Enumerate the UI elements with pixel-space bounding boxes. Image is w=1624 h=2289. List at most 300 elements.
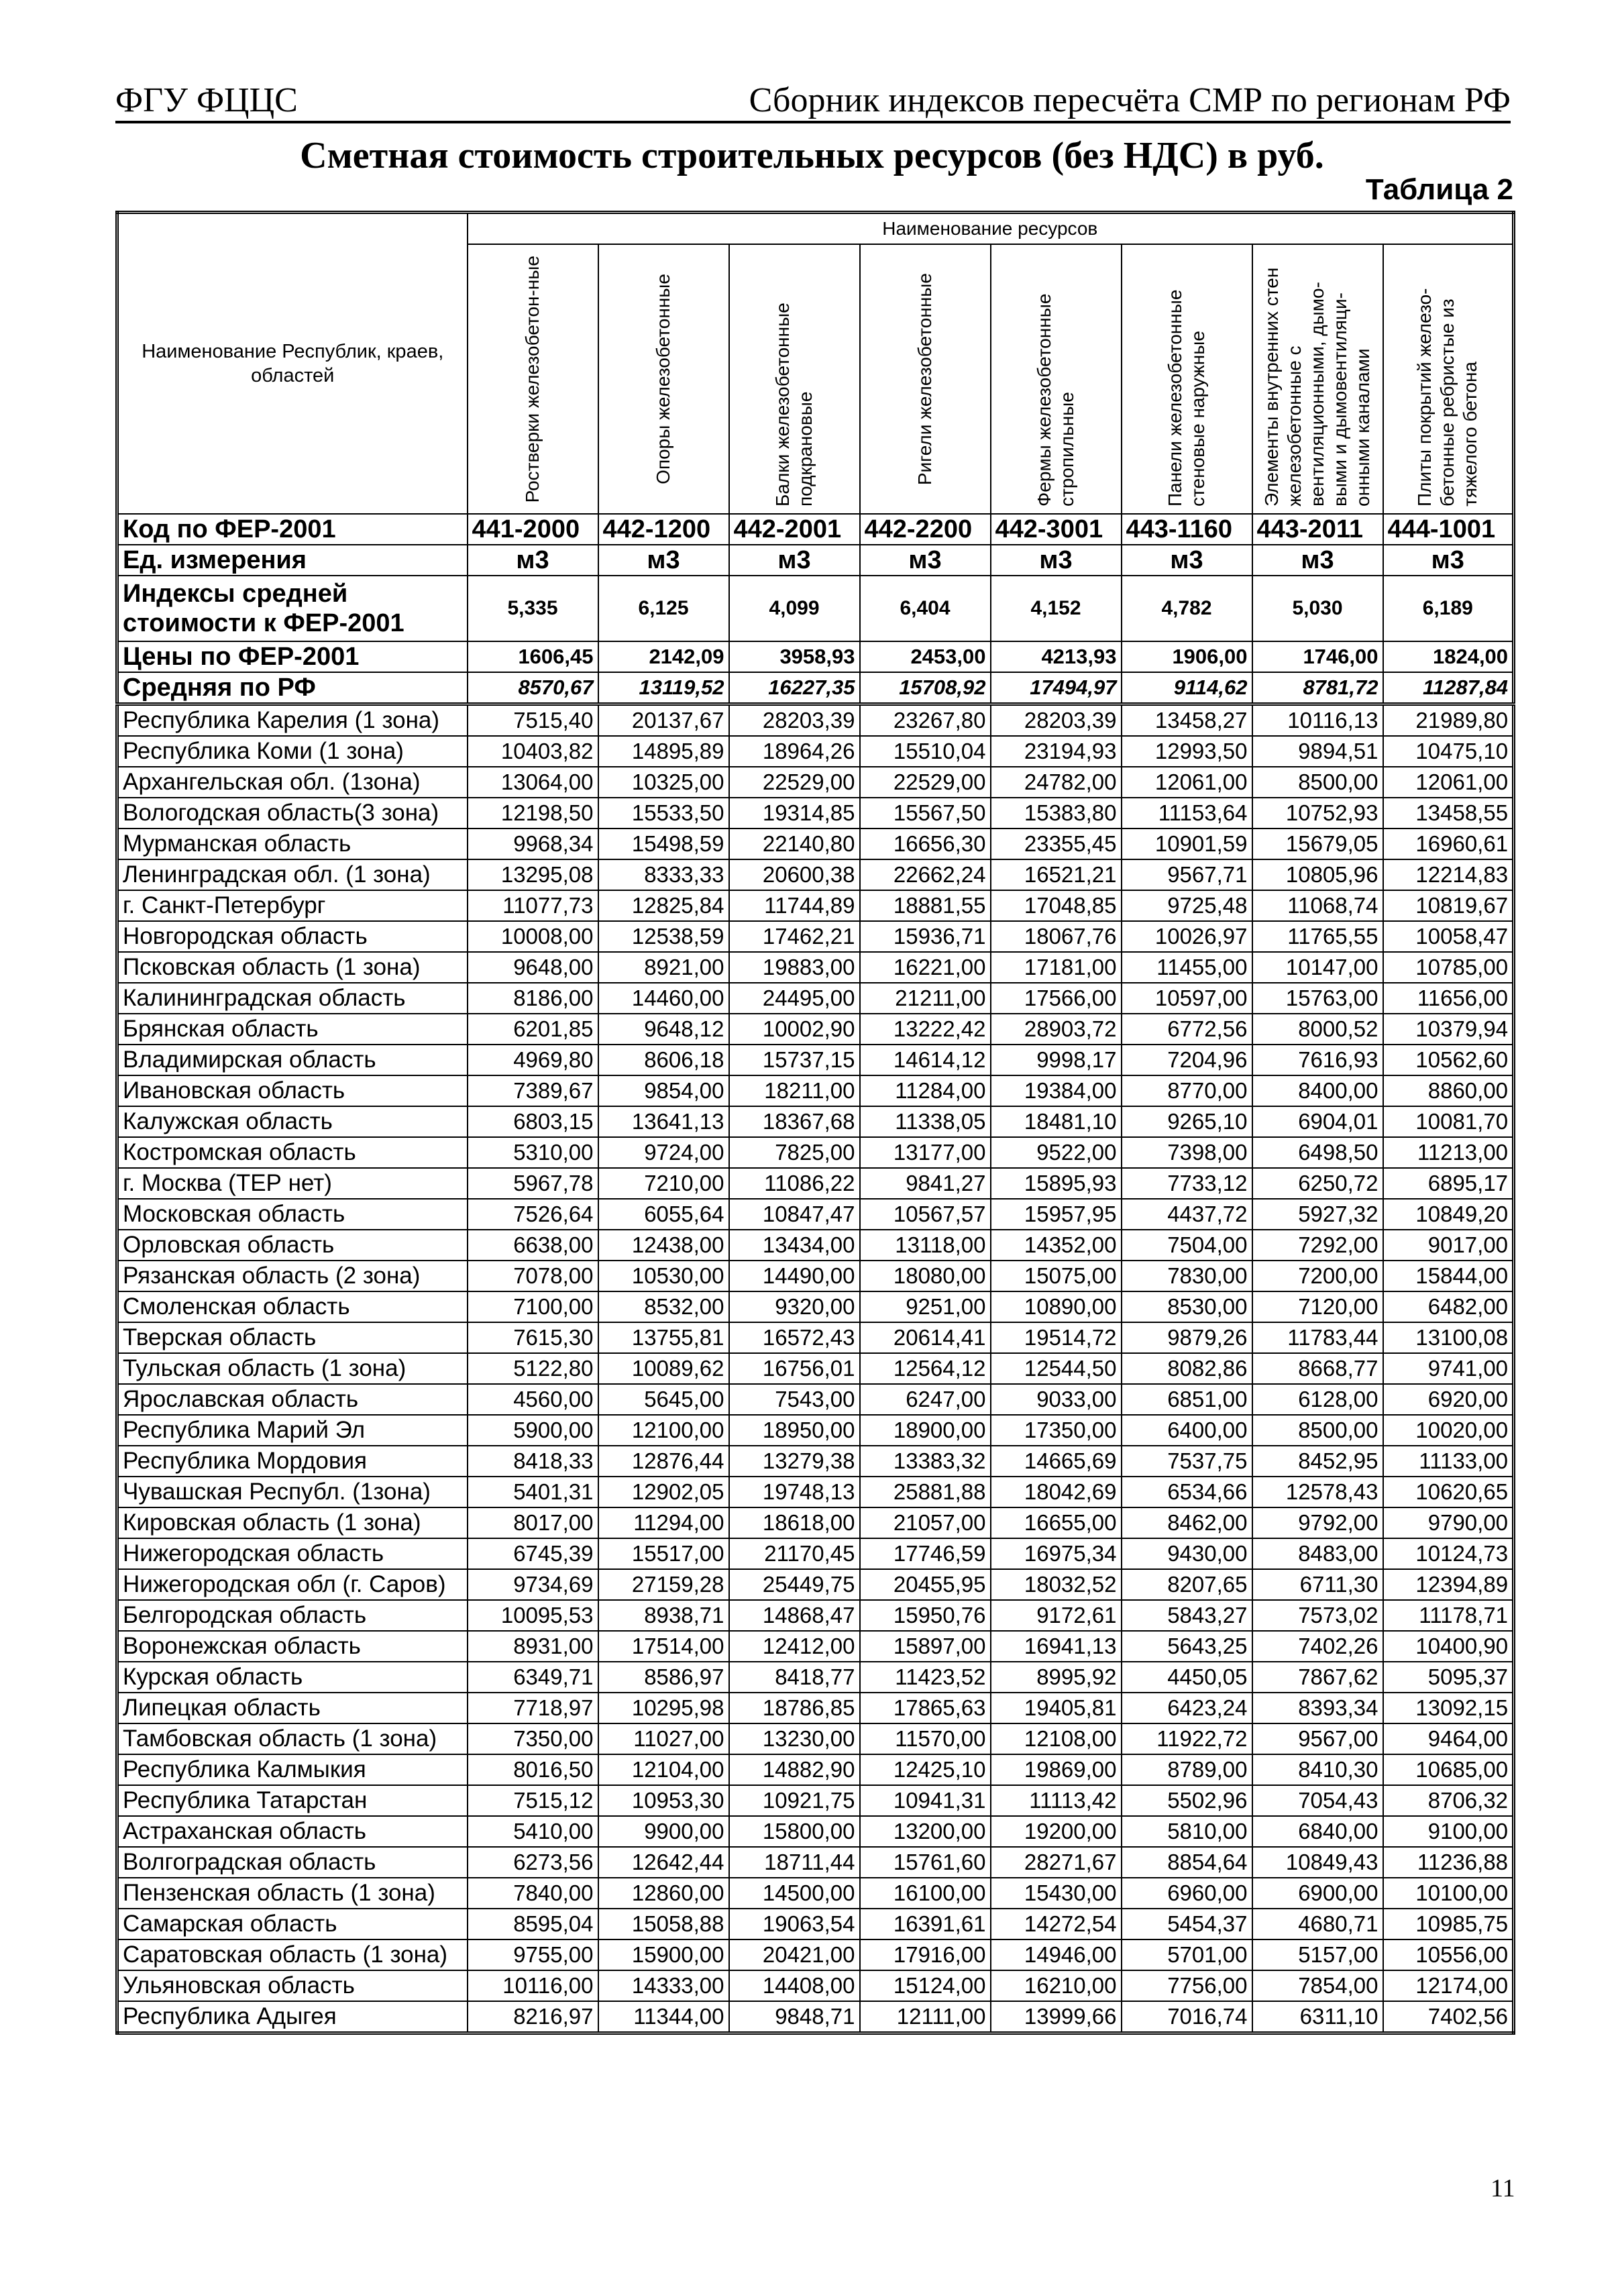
resource-column-header [1383,244,1514,514]
code-label: Код по ФЕР-2001 [117,514,468,545]
price-cell: 22662,24 [860,859,991,890]
price-cell: 15895,93 [991,1168,1122,1199]
price-cell: 13641,13 [598,1106,729,1137]
price-cell: 11765,55 [1252,921,1383,952]
price-cell: 8418,77 [729,1662,860,1693]
price-cell: 10295,98 [598,1693,729,1723]
price-cell: 12860,00 [598,1878,729,1909]
price-cell: 10819,67 [1383,890,1514,921]
price-cell: 7204,96 [1122,1045,1252,1075]
resource-group-header: Наименование ресурсов [468,213,1514,245]
region-name-cell: Псковская область (1 зона) [117,952,468,983]
fer-code-cell: 442-1200 [598,514,729,545]
price-cell: 8393,34 [1252,1693,1383,1723]
price-cell: 17048,85 [991,890,1122,921]
price-cell: 13295,08 [468,859,598,890]
price-cell: 6745,39 [468,1538,598,1569]
table-row [117,1909,1514,1939]
table-row [117,1816,1514,1847]
price-cell: 5701,00 [1122,1939,1252,1970]
price-cell: 14868,47 [729,1600,860,1631]
table-row [117,2001,1514,2033]
price-cell: 15533,50 [598,798,729,829]
price-cell: 6349,71 [468,1662,598,1693]
region-name-cell: Самарская область [117,1909,468,1939]
price-cell: 12564,12 [860,1353,991,1384]
price-cell: 12438,00 [598,1230,729,1261]
region-name-cell: Ленинградская обл. (1 зона) [117,859,468,890]
price-cell: 8921,00 [598,952,729,983]
price-cell: 5810,00 [1122,1816,1252,1847]
price-cell: 11027,00 [598,1723,729,1754]
resource-column-label: Элементы внутренних стен железобетонные с вентиляционными, дымо-выми и дымовентиляци-онными каналами [1261,267,1373,507]
table-row [117,1970,1514,2001]
price-cell: 7830,00 [1122,1261,1252,1291]
resource-column-label: Ригели железобетонные [914,272,935,486]
region-name-cell: Республика Карелия (1 зона) [117,704,468,737]
price-cell: 8400,00 [1252,1075,1383,1106]
price-cell: 15897,00 [860,1631,991,1662]
table-row [117,1446,1514,1477]
region-name-cell: Тверская область [117,1322,468,1353]
resource-column-header [991,244,1122,514]
price-cell: 19883,00 [729,952,860,983]
price-cell: 7756,00 [1122,1970,1252,2001]
price-cell: 13458,27 [1122,704,1252,737]
price-cell: 6250,72 [1252,1168,1383,1199]
region-name-cell: Костромская область [117,1137,468,1168]
price-cell: 16521,21 [991,859,1122,890]
region-name-cell: Воронежская область [117,1631,468,1662]
price-cell: 19405,81 [991,1693,1122,1723]
resource-column-header [729,244,860,514]
price-cell: 9879,26 [1122,1322,1252,1353]
price-cell: 12061,00 [1383,767,1514,798]
price-cell: 9741,00 [1383,1353,1514,1384]
region-name-cell: Республика Татарстан [117,1785,468,1816]
table-row [117,829,1514,859]
region-name-cell: Ярославская область [117,1384,468,1415]
price-cell: 8931,00 [468,1631,598,1662]
price-cell: 13222,42 [860,1014,991,1045]
price-cell: 7292,00 [1252,1230,1383,1261]
unit-cell: м3 [860,545,991,576]
price-cell: 10556,00 [1383,1939,1514,1970]
price-cell: 10597,00 [1122,983,1252,1014]
fer-price-cell: 4213,93 [991,641,1122,672]
price-cell: 9968,34 [468,829,598,859]
index-cell: 4,152 [991,576,1122,641]
region-name-cell: Республика Коми (1 зона) [117,736,468,767]
index-cell: 6,189 [1383,576,1514,641]
table-row [117,1754,1514,1785]
fer-code-cell: 442-2200 [860,514,991,545]
price-cell: 15567,50 [860,798,991,829]
table-row [117,1106,1514,1137]
price-cell: 8483,00 [1252,1538,1383,1569]
price-cell: 10685,00 [1383,1754,1514,1785]
unit-cell: м3 [991,545,1122,576]
price-cell: 6055,64 [598,1199,729,1230]
table-row [117,1168,1514,1199]
price-cell: 16756,01 [729,1353,860,1384]
price-cell: 10058,47 [1383,921,1514,952]
region-name-cell: Республика Адыгея [117,2001,468,2033]
price-cell: 18211,00 [729,1075,860,1106]
price-cell: 11077,73 [468,890,598,921]
table-row [117,952,1514,983]
fer-code-cell: 442-3001 [991,514,1122,545]
price-cell: 11744,89 [729,890,860,921]
region-name-cell: Республика Мордовия [117,1446,468,1477]
resource-column-header [598,244,729,514]
price-cell: 28203,39 [729,704,860,737]
price-cell: 7398,00 [1122,1137,1252,1168]
price-cell: 28203,39 [991,704,1122,737]
price-cell: 18080,00 [860,1261,991,1291]
resource-cost-table-container [115,211,1512,2035]
price-cell: 8854,64 [1122,1847,1252,1878]
table-row [117,1600,1514,1631]
price-cell: 8586,97 [598,1662,729,1693]
price-cell: 6960,00 [1122,1878,1252,1909]
price-cell: 9734,69 [468,1569,598,1600]
price-cell: 8770,00 [1122,1075,1252,1106]
price-cell: 5927,32 [1252,1199,1383,1230]
price-cell: 13458,55 [1383,798,1514,829]
price-cell: 21170,45 [729,1538,860,1569]
table-row [117,1261,1514,1291]
price-cell: 10325,00 [598,767,729,798]
price-cell: 5122,80 [468,1353,598,1384]
region-name-cell: Московская область [117,1199,468,1230]
region-name-cell: Рязанская область (2 зона) [117,1261,468,1291]
price-cell: 15075,00 [991,1261,1122,1291]
price-cell: 6128,00 [1252,1384,1383,1415]
price-cell: 13230,00 [729,1723,860,1754]
price-cell: 8016,50 [468,1754,598,1785]
table-row [117,1199,1514,1230]
fer-price-cell: 2142,09 [598,641,729,672]
price-cell: 11133,00 [1383,1446,1514,1477]
price-cell: 5502,96 [1122,1785,1252,1816]
price-cell: 5401,31 [468,1477,598,1507]
table-row [117,1569,1514,1600]
price-cell: 12061,00 [1122,767,1252,798]
index-cell: 6,125 [598,576,729,641]
price-cell: 13100,08 [1383,1322,1514,1353]
price-cell: 6803,15 [468,1106,598,1137]
region-name-cell: Тульская область (1 зона) [117,1353,468,1384]
price-cell: 11178,71 [1383,1600,1514,1631]
region-name-cell: Ульяновская область [117,1970,468,2001]
price-cell: 6423,24 [1122,1693,1252,1723]
fer-price-cell: 1606,45 [468,641,598,672]
price-cell: 9567,00 [1252,1723,1383,1754]
price-cell: 6840,00 [1252,1816,1383,1847]
price-cell: 22529,00 [729,767,860,798]
price-cell: 13999,66 [991,2001,1122,2033]
price-cell: 8500,00 [1252,1415,1383,1446]
region-name-cell: Калужская область [117,1106,468,1137]
table-row [117,1847,1514,1878]
price-cell: 7543,00 [729,1384,860,1415]
region-name-cell: Волгоградская область [117,1847,468,1878]
price-cell: 8860,00 [1383,1075,1514,1106]
price-cell: 8530,00 [1122,1291,1252,1322]
price-cell: 10379,94 [1383,1014,1514,1045]
price-cell: 10567,57 [860,1199,991,1230]
price-cell: 5645,00 [598,1384,729,1415]
price-cell: 10752,93 [1252,798,1383,829]
price-cell: 10116,13 [1252,704,1383,737]
price-cell: 7854,00 [1252,1970,1383,2001]
price-cell: 16656,30 [860,829,991,859]
page-number: 11 [1491,2174,1515,2202]
price-cell: 12825,84 [598,890,729,921]
price-cell: 7867,62 [1252,1662,1383,1693]
price-cell: 22529,00 [860,767,991,798]
region-name-cell: Орловская область [117,1230,468,1261]
price-cell: 20614,41 [860,1322,991,1353]
unit-cell: м3 [1252,545,1383,576]
price-cell: 7840,00 [468,1878,598,1909]
resource-cost-table [115,211,1515,2035]
region-name-cell: Брянская область [117,1014,468,1045]
price-cell: 14272,54 [991,1909,1122,1939]
resource-column-label: Плиты покрытий железо-бетонные ребристые из тяжелого бетона [1414,288,1481,507]
price-cell: 6498,50 [1252,1137,1383,1168]
price-cell: 9017,00 [1383,1230,1514,1261]
price-cell: 7615,30 [468,1322,598,1353]
price-cell: 7350,00 [468,1723,598,1754]
price-cell: 10124,73 [1383,1538,1514,1569]
price-cell: 7825,00 [729,1137,860,1168]
region-name-cell: Липецкая область [117,1693,468,1723]
price-cell: 15936,71 [860,921,991,952]
resource-column-label: Ростверки железобетон-ные [522,255,543,503]
price-cell: 12642,44 [598,1847,729,1878]
price-cell: 24782,00 [991,767,1122,798]
region-name-cell: Пензенская область (1 зона) [117,1878,468,1909]
resource-column-label: Опоры железобетонные [653,274,673,484]
index-label: Индексы средней стоимости к ФЕР-2001 [117,576,468,641]
price-cell: 12993,50 [1122,736,1252,767]
table-row [117,1785,1514,1816]
price-cell: 10089,62 [598,1353,729,1384]
organization-name: ФГУ ФЦЦС [115,81,298,119]
price-cell: 10100,00 [1383,1878,1514,1909]
price-cell: 17865,63 [860,1693,991,1723]
table-row [117,1014,1514,1045]
price-cell: 9522,00 [991,1137,1122,1168]
price-cell: 10008,00 [468,921,598,952]
average-price-cell: 13119,52 [598,672,729,704]
price-cell: 17916,00 [860,1939,991,1970]
price-cell: 10921,75 [729,1785,860,1816]
price-cell: 4450,05 [1122,1662,1252,1693]
table-row [117,1415,1514,1446]
price-cell: 10562,60 [1383,1045,1514,1075]
price-cell: 17566,00 [991,983,1122,1014]
table-row [117,1631,1514,1662]
price-cell: 16975,34 [991,1538,1122,1569]
price-cell: 10847,47 [729,1199,860,1230]
table-row [117,1353,1514,1384]
price-cell: 14665,69 [991,1446,1122,1477]
price-cell: 12538,59 [598,921,729,952]
price-cell: 11113,42 [991,1785,1122,1816]
price-cell: 21989,80 [1383,704,1514,737]
table-row [117,1693,1514,1723]
price-cell: 10805,96 [1252,859,1383,890]
price-cell: 12425,10 [860,1754,991,1785]
price-cell: 5454,37 [1122,1909,1252,1939]
price-cell: 15510,04 [860,736,991,767]
price-cell: 15124,00 [860,1970,991,2001]
price-cell: 5095,37 [1383,1662,1514,1693]
price-cell: 8706,32 [1383,1785,1514,1816]
price-cell: 8938,71 [598,1600,729,1631]
price-cell: 7200,00 [1252,1261,1383,1291]
price-cell: 18618,00 [729,1507,860,1538]
price-cell: 6772,56 [1122,1014,1252,1045]
resource-column-header [468,244,598,514]
average-price-cell: 8570,67 [468,672,598,704]
price-cell: 9320,00 [729,1291,860,1322]
price-cell: 11344,00 [598,2001,729,2033]
price-cell: 6400,00 [1122,1415,1252,1446]
region-name-cell: Архангельская обл. (1зона) [117,767,468,798]
price-cell: 12214,83 [1383,859,1514,890]
price-cell: 7515,12 [468,1785,598,1816]
price-cell: 12578,43 [1252,1477,1383,1507]
price-cell: 18042,69 [991,1477,1122,1507]
price-cell: 11236,88 [1383,1847,1514,1878]
resource-column-label: Балки железобетонные подкрановые [772,303,816,507]
page-header [115,81,1511,123]
price-cell: 9900,00 [598,1816,729,1847]
price-label: Цены по ФЕР-2001 [117,641,468,672]
price-cell: 13383,32 [860,1446,991,1477]
price-cell: 5410,00 [468,1816,598,1847]
price-cell: 10026,97 [1122,921,1252,952]
index-cell: 4,782 [1122,576,1252,641]
price-cell: 6920,00 [1383,1384,1514,1415]
price-cell: 6311,10 [1252,2001,1383,2033]
table-row [117,1230,1514,1261]
price-cell: 10147,00 [1252,952,1383,983]
region-name-cell: Курская область [117,1662,468,1693]
price-cell: 10095,53 [468,1600,598,1631]
region-name-cell: Астраханская область [117,1816,468,1847]
table-row [117,767,1514,798]
price-cell: 7078,00 [468,1261,598,1291]
region-name-cell: Тамбовская область (1 зона) [117,1723,468,1754]
price-cell: 4437,72 [1122,1199,1252,1230]
price-cell: 18881,55 [860,890,991,921]
price-cell: 18367,68 [729,1106,860,1137]
price-cell: 8207,65 [1122,1569,1252,1600]
price-cell: 4969,80 [468,1045,598,1075]
price-cell: 15844,00 [1383,1261,1514,1291]
price-cell: 8082,86 [1122,1353,1252,1384]
price-cell: 22140,80 [729,829,860,859]
price-cell: 10785,00 [1383,952,1514,983]
table-row [117,704,1514,737]
price-cell: 13434,00 [729,1230,860,1261]
region-name-cell: Республика Марий Эл [117,1415,468,1446]
table-row [117,1137,1514,1168]
table-row [117,1878,1514,1909]
price-cell: 9648,00 [468,952,598,983]
price-cell: 8017,00 [468,1507,598,1538]
price-cell: 19384,00 [991,1075,1122,1106]
price-cell: 17462,21 [729,921,860,952]
price-cell: 13279,38 [729,1446,860,1477]
price-cell: 15498,59 [598,829,729,859]
price-cell: 15950,76 [860,1600,991,1631]
price-cell: 7016,74 [1122,2001,1252,2033]
price-cell: 25881,88 [860,1477,991,1507]
resource-column-label: Фермы железобетонные стропильные [1034,293,1077,507]
price-cell: 10953,30 [598,1785,729,1816]
price-cell: 8789,00 [1122,1754,1252,1785]
price-cell: 13092,15 [1383,1693,1514,1723]
price-cell: 7515,40 [468,704,598,737]
price-cell: 11656,00 [1383,983,1514,1014]
price-cell: 7573,02 [1252,1600,1383,1631]
table-row [117,1538,1514,1569]
fer-price-cell: 1746,00 [1252,641,1383,672]
price-cell: 10530,00 [598,1261,729,1291]
price-cell: 9648,12 [598,1014,729,1045]
price-cell: 11284,00 [860,1075,991,1106]
resource-column-header [1252,244,1383,514]
region-name-cell: Нижегородская область [117,1538,468,1569]
price-cell: 6638,00 [468,1230,598,1261]
price-cell: 16960,61 [1383,829,1514,859]
price-cell: 8606,18 [598,1045,729,1075]
average-label: Средняя по РФ [117,672,468,704]
price-cell: 11153,64 [1122,798,1252,829]
price-cell: 9894,51 [1252,736,1383,767]
price-cell: 14614,12 [860,1045,991,1075]
table-row [117,921,1514,952]
collection-title: Сборник индексов пересчёта СМР по регионам РФ [749,81,1511,119]
price-cell: 9724,00 [598,1137,729,1168]
price-cell: 7210,00 [598,1168,729,1199]
table-row [117,1075,1514,1106]
price-cell: 14490,00 [729,1261,860,1291]
price-cell: 20137,67 [598,704,729,737]
region-name-cell: Саратовская область (1 зона) [117,1939,468,1970]
price-cell: 11455,00 [1122,952,1252,983]
price-cell: 16941,13 [991,1631,1122,1662]
price-cell: 9854,00 [598,1075,729,1106]
index-cell: 6,404 [860,576,991,641]
fer-code-cell: 443-2011 [1252,514,1383,545]
price-cell: 10403,82 [468,736,598,767]
unit-cell: м3 [598,545,729,576]
price-cell: 15383,80 [991,798,1122,829]
price-cell: 6904,01 [1252,1106,1383,1137]
resource-column-header [1122,244,1252,514]
price-cell: 15058,88 [598,1909,729,1939]
table-row [117,1045,1514,1075]
price-cell: 18786,85 [729,1693,860,1723]
price-cell: 9172,61 [991,1600,1122,1631]
